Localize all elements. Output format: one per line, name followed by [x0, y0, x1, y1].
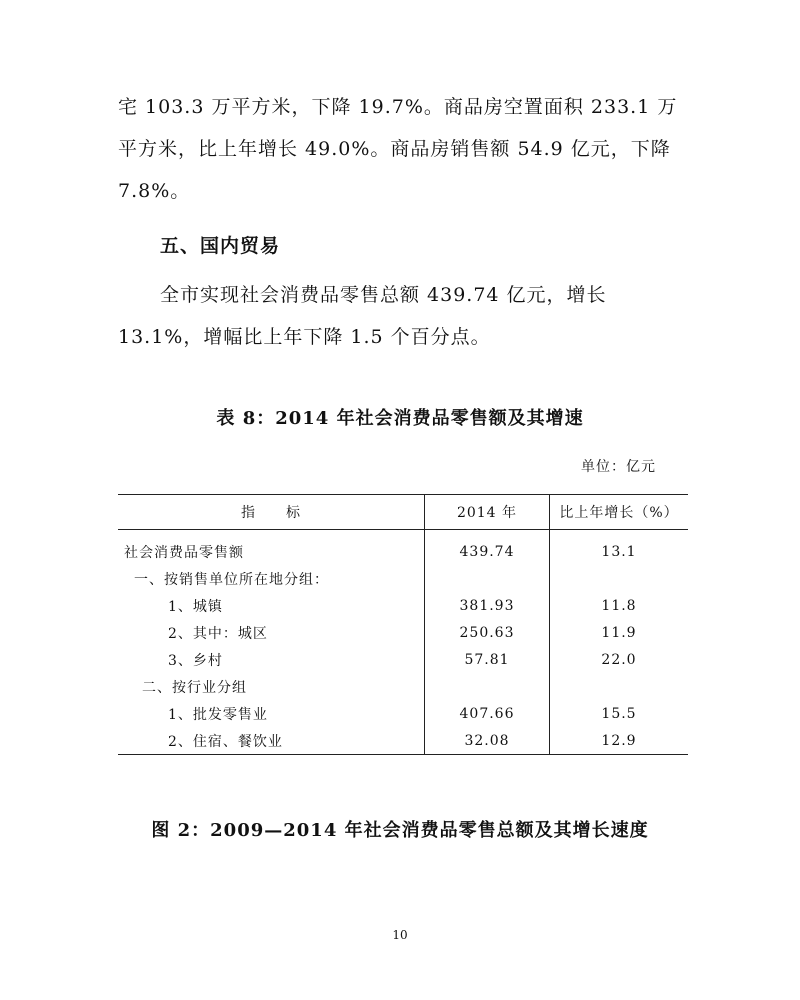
section-heading-domestic-trade: 五、国内贸易 [160, 235, 281, 257]
row-value: 250.63 [425, 619, 550, 646]
table-unit: 单位：亿元 [581, 459, 656, 475]
row-label: 2、其中：城区 [168, 625, 268, 642]
table-row [118, 530, 688, 566]
row-growth: 15.5 [550, 700, 689, 727]
row-value [425, 673, 550, 700]
table-row [118, 727, 688, 755]
table-row [118, 700, 688, 727]
row-value [425, 565, 550, 592]
row-label: 二、按行业分组 [142, 679, 247, 696]
row-value: 381.93 [425, 592, 550, 619]
page-number: 10 [392, 928, 408, 942]
row-growth [550, 565, 689, 592]
header-growth: 比上年增长（%） [550, 495, 689, 530]
header-year-2014: 2014 年 [425, 495, 550, 530]
row-label: 1、批发零售业 [168, 706, 268, 723]
row-label: 3、乡村 [168, 652, 223, 669]
table-row [118, 646, 688, 673]
table-row [118, 673, 688, 700]
row-label: 2、住宿、餐饮业 [118, 727, 425, 755]
row-value: 32.08 [425, 727, 550, 755]
row-growth: 11.9 [550, 619, 689, 646]
row-value: 57.81 [425, 646, 550, 673]
row-growth: 12.9 [550, 727, 689, 755]
paragraph-retail-sales: 全市实现社会消费品零售总额 439.74 亿元，增长 13.1%，增幅比上年下降 1.5 个百分点。 [118, 284, 607, 348]
retail-sales-table [118, 494, 688, 755]
paragraph-housing: 宅 103.3 万平方米，下降 19.7%。商品房空置面积 233.1 万平方米，比上年增长 49.0%。商品房销售额 54.9 亿元，下降 7.8%。 [118, 96, 678, 202]
row-growth: 11.8 [550, 592, 689, 619]
table-title: 表 8：2014 年社会消费品零售额及其增速 [216, 408, 584, 429]
row-growth: 22.0 [550, 646, 689, 673]
row-label: 一、按销售单位所在地分组： [134, 571, 329, 588]
table-row [118, 619, 688, 646]
row-growth: 13.1 [550, 530, 689, 566]
table-row [118, 592, 688, 619]
row-value: 439.74 [425, 530, 550, 566]
row-growth [550, 673, 689, 700]
table-header-row [118, 495, 688, 530]
row-label: 社会消费品零售额 [124, 544, 244, 561]
row-label: 1、城镇 [168, 598, 223, 615]
header-indicator: 指 标 [118, 495, 425, 530]
figure-title: 图 2：2009—2014 年社会消费品零售总额及其增长速度 [151, 820, 649, 841]
row-value: 407.66 [425, 700, 550, 727]
table-row [118, 565, 688, 592]
